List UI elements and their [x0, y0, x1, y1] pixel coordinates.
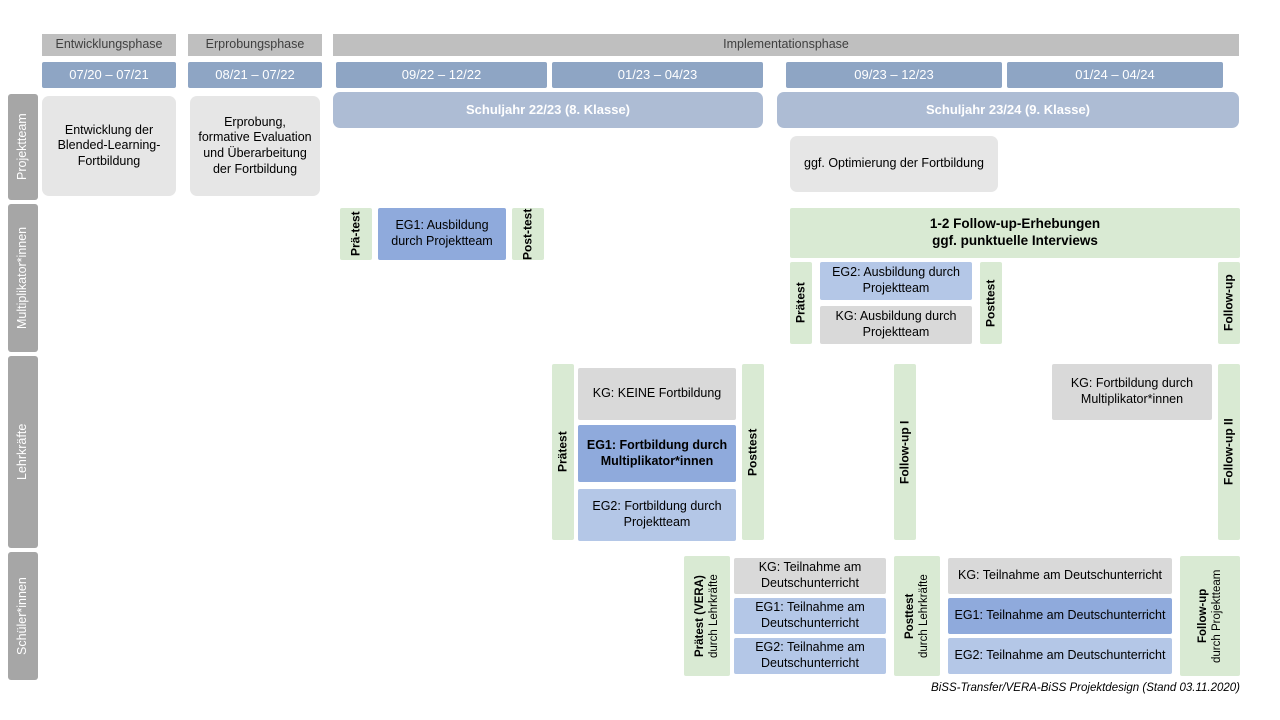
- row-label-text: Projektteam: [15, 113, 30, 181]
- school-year-label: Schuljahr 23/24 (9. Klasse): [925, 101, 1091, 117]
- multiplikatoren-followup-band: [790, 208, 1240, 258]
- box-label: EG1: Teilnahme am Deutschunterricht: [954, 608, 1166, 623]
- posttest-main-label: Posttest: [903, 593, 916, 639]
- box-label: Posttest: [983, 279, 998, 327]
- lehrkraefte-posttest: [742, 364, 764, 540]
- period-0124-0424: [1007, 62, 1223, 88]
- lehrkraefte-followup-2: [1218, 364, 1240, 540]
- row-label-text: Multiplikator*innen: [15, 226, 30, 330]
- schueler-eg1-teilnahme-1: [734, 598, 886, 634]
- schueler-kg-teilnahme-2: [948, 558, 1172, 594]
- period-label: 09/23 – 12/23: [854, 66, 934, 82]
- band-line-1: 1-2 Follow-up-Erhebungen: [929, 216, 1101, 232]
- period-0923-1223: [786, 62, 1002, 88]
- multiplikatoren-posttest-2: [980, 262, 1002, 344]
- box-label: KG: Ausbildung durch Projektteam: [835, 309, 957, 339]
- schueler-eg2-teilnahme-1: [734, 638, 886, 674]
- followup-sub-label: durch Projektteam: [1211, 569, 1223, 663]
- school-year-2223: [333, 92, 763, 128]
- multiplikatoren-eg1-ausbildung: [378, 208, 506, 260]
- box-label: EG2: Fortbildung durch Projektteam: [592, 499, 722, 529]
- box-label: Follow-up I: [897, 420, 912, 484]
- box-label: KG: KEINE Fortbildung: [592, 386, 722, 401]
- footer-caption: BiSS-Transfer/VERA-BiSS Projektdesign (Stand 03.11.2020): [931, 682, 1240, 694]
- lehrkraefte-praetest: [552, 364, 574, 540]
- box-label: EG1: Ausbildung durch Projektteam: [391, 218, 493, 248]
- followup-main-label: Follow-up: [1196, 588, 1209, 644]
- lehrkraefte-kg-fortbildung: [1052, 364, 1212, 420]
- period-label: 01/24 – 04/24: [1075, 66, 1155, 82]
- box-label: KG: Teilnahme am Deutschunterricht: [957, 568, 1163, 583]
- row-label-schuelerinnen: [8, 552, 38, 680]
- phase-header-implementationsphase: [333, 34, 1239, 56]
- projektteam-optimierung-box: [790, 136, 998, 192]
- row-label-multiplikatorinnen: [8, 204, 38, 352]
- phase-label: Entwicklungsphase: [55, 37, 163, 52]
- lehrkraefte-eg2-fortbildung: [578, 489, 736, 541]
- box-label: EG2: Teilnahme am Deutschunterricht: [755, 640, 865, 670]
- period-label: 01/23 – 04/23: [617, 66, 698, 82]
- box-label: EG2: Ausbildung durch Projektteam: [832, 265, 960, 295]
- box-label: EG2: Teilnahme am Deutschunterricht: [954, 648, 1166, 663]
- multiplikatoren-kg-ausbildung: [820, 306, 972, 344]
- box-label: Prätest: [793, 282, 808, 324]
- box-label: ggf. Optimierung der Fortbildung: [804, 156, 984, 171]
- phase-header-entwicklungsphase: [42, 34, 176, 56]
- period-0720-0721: [42, 62, 176, 88]
- posttest-sub-label: durch Lehrkräfte: [918, 574, 930, 658]
- box-label: KG: Fortbildung durch Multiplikator*innen: [1070, 376, 1194, 406]
- phase-header-erprobungsphase: [188, 34, 322, 56]
- multiplikatoren-eg2-ausbildung: [820, 262, 972, 300]
- lehrkraefte-followup-1: [894, 364, 916, 540]
- box-label: KG: Teilnahme am Deutschunterricht: [758, 560, 862, 590]
- projektteam-entwicklung-box: [42, 96, 176, 196]
- period-label: 08/21 – 07/22: [215, 66, 295, 82]
- multiplikatoren-followup: [1218, 262, 1240, 344]
- projektteam-erprobung-box: [190, 96, 320, 196]
- band-line-2: ggf. punktuelle Interviews: [932, 233, 1098, 248]
- row-label-lehrkraefte: [8, 356, 38, 548]
- phase-label: Erprobungsphase: [205, 37, 305, 52]
- multiplikatoren-praetest-1: [340, 208, 372, 260]
- box-label: Post-test: [520, 208, 535, 260]
- period-0922-1222: [336, 62, 547, 88]
- phase-label: Implementationsphase: [723, 37, 849, 52]
- schueler-eg2-teilnahme-2: [948, 638, 1172, 674]
- period-0123-0423: [552, 62, 763, 88]
- period-label: 07/20 – 07/21: [69, 66, 149, 82]
- row-label-projektteam: [8, 94, 38, 200]
- box-label: Entwicklung der Blended-Learning-Fortbildung: [57, 122, 161, 168]
- schueler-eg1-teilnahme-2: [948, 598, 1172, 634]
- praetest-main-label: Prätest (VERA): [693, 575, 706, 657]
- box-label: Follow-up: [1221, 274, 1236, 332]
- schueler-posttest: [894, 556, 940, 676]
- lehrkraefte-eg1-fortbildung: [578, 425, 736, 482]
- period-0821-0722: [188, 62, 322, 88]
- multiplikatoren-posttest-1: [512, 208, 544, 260]
- box-label: Prä-test: [348, 211, 363, 257]
- praetest-sub-label: durch Lehrkräfte: [708, 574, 720, 658]
- box-label: Prätest: [555, 431, 570, 473]
- period-label: 09/22 – 12/22: [401, 66, 482, 82]
- box-label: EG1: Teilnahme am Deutschunterricht: [755, 600, 865, 630]
- row-label-text: Schüler*innen: [15, 577, 30, 655]
- school-year-2324: [777, 92, 1239, 128]
- row-label-text: Lehrkräfte: [15, 423, 30, 481]
- lehrkraefte-kg-keine-fortbildung: [578, 368, 736, 420]
- multiplikatoren-praetest-2: [790, 262, 812, 344]
- school-year-label: Schuljahr 22/23 (8. Klasse): [465, 101, 631, 117]
- box-label: Follow-up II: [1221, 418, 1236, 486]
- box-label: Erprobung, formative Evaluation und Überarbeitung der Fortbildung: [198, 114, 312, 176]
- schueler-kg-teilnahme-1: [734, 558, 886, 594]
- schueler-praetest-vera: [684, 556, 730, 676]
- box-label: Posttest: [745, 428, 760, 476]
- schueler-followup: [1180, 556, 1240, 676]
- box-label: EG1: Fortbildung durch Multiplikator*innen: [586, 437, 728, 468]
